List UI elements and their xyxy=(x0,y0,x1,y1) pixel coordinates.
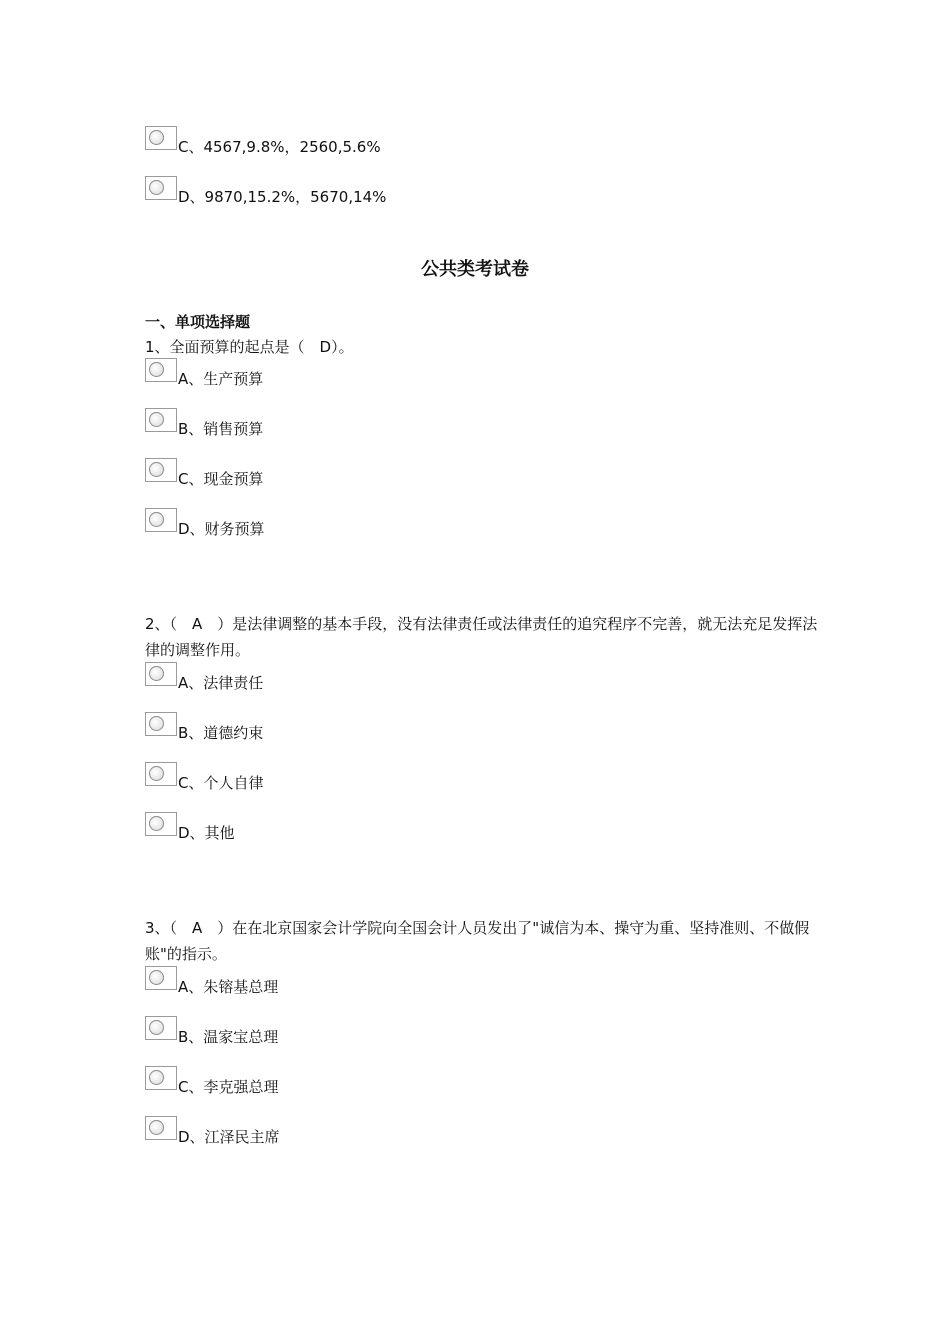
option-label: A、生产预算 xyxy=(178,370,264,388)
radio-button[interactable] xyxy=(145,358,177,382)
option-label: D、9870,15.2%，5670,14% xyxy=(178,188,387,206)
radio-button[interactable] xyxy=(145,762,177,786)
option-label: C、个人自律 xyxy=(178,774,264,792)
radio-button[interactable] xyxy=(145,408,177,432)
question-3-text: 3、（ A ）在在北京国家会计学院向全国会计人员发出了"诚信为本、操守为重、坚持准则、不做假账"的指示。 xyxy=(145,919,810,963)
radio-button[interactable] xyxy=(145,508,177,532)
radio-button[interactable] xyxy=(145,1066,177,1090)
option-label: C、现金预算 xyxy=(178,470,264,488)
option-label: D、其他 xyxy=(178,824,235,842)
radio-button[interactable] xyxy=(145,176,177,200)
option-label: A、朱镕基总理 xyxy=(178,978,279,996)
question-2-text: 2、（ A ）是法律调整的基本手段，没有法律责任或法律责任的追究程序不完善，就无法充足发挥法律的调整作用。 xyxy=(145,615,818,659)
radio-button[interactable] xyxy=(145,1016,177,1040)
radio-button[interactable] xyxy=(145,1116,177,1140)
question-1-text: 1、全面预算的起点是（ D）。 xyxy=(145,338,354,356)
radio-button[interactable] xyxy=(145,812,177,836)
section-heading: 一、单项选择题 xyxy=(145,313,251,331)
radio-button[interactable] xyxy=(145,126,177,150)
option-label: C、4567,9.8%，2560,5.6% xyxy=(178,138,381,156)
option-label: B、销售预算 xyxy=(178,420,264,438)
option-label: B、温家宝总理 xyxy=(178,1028,279,1046)
option-label: C、李克强总理 xyxy=(178,1078,279,1096)
option-label: A、法律责任 xyxy=(178,674,264,692)
page-title: 公共类考试卷 xyxy=(421,259,529,280)
option-label: D、江泽民主席 xyxy=(178,1128,280,1146)
radio-button[interactable] xyxy=(145,712,177,736)
option-label: B、道德约束 xyxy=(178,724,264,742)
option-label: D、财务预算 xyxy=(178,520,265,538)
radio-button[interactable] xyxy=(145,458,177,482)
radio-button[interactable] xyxy=(145,966,177,990)
radio-button[interactable] xyxy=(145,662,177,686)
